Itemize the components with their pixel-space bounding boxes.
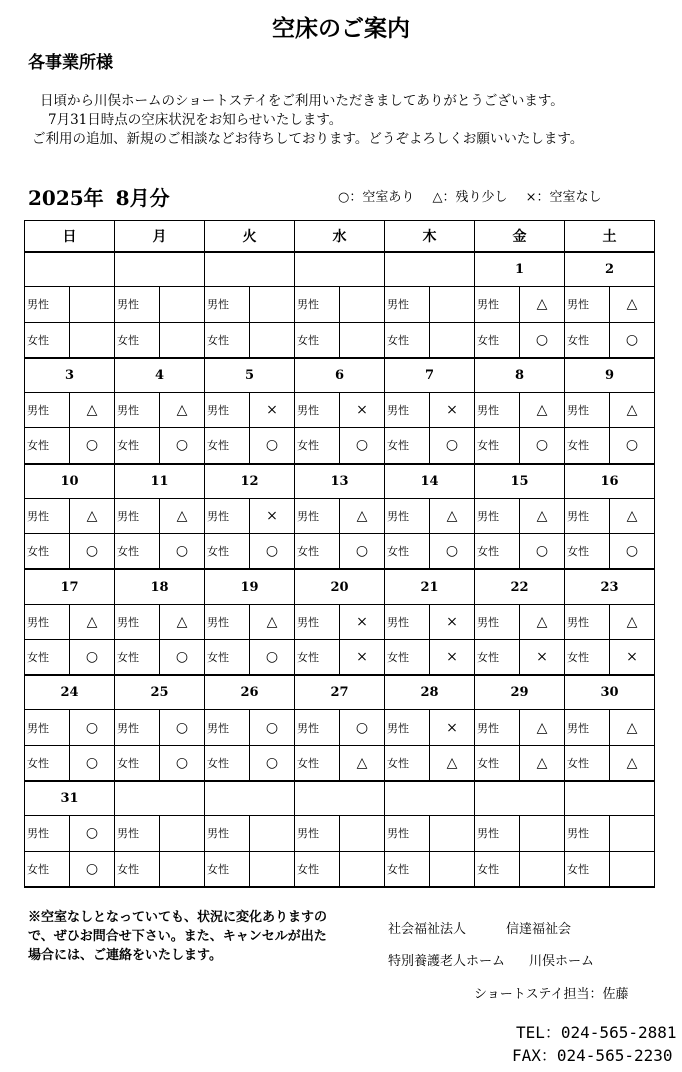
male-availability-mark: ○: [250, 710, 295, 745]
female-availability-mark: △: [520, 745, 565, 781]
male-label: 男性: [295, 393, 340, 428]
female-label: 女性: [295, 428, 340, 464]
female-availability-mark: ○: [70, 639, 115, 675]
female-availability-mark: ○: [610, 322, 655, 358]
male-availability-mark: △: [610, 498, 655, 533]
male-label: 男性: [475, 287, 520, 322]
male-availability-mark: [610, 816, 655, 851]
male-label: 男性: [385, 498, 430, 533]
female-status-row: [25, 745, 655, 781]
male-availability-mark: △: [70, 393, 115, 428]
day-number: 23: [565, 569, 655, 604]
female-label: 女性: [565, 745, 610, 781]
weekday-mon: 月: [115, 221, 205, 253]
female-availability-mark: △: [430, 745, 475, 781]
female-availability-mark: [250, 851, 295, 887]
male-label: 男性: [115, 287, 160, 322]
male-availability-mark: [520, 816, 565, 851]
female-label: 女性: [25, 428, 70, 464]
day-number: [385, 781, 475, 816]
female-availability-mark: ○: [430, 428, 475, 464]
male-availability-mark: △: [520, 498, 565, 533]
day-number: 8: [475, 358, 565, 393]
male-label: 男性: [205, 816, 250, 851]
tel-number: TEL：024-565-2881: [516, 1023, 677, 1042]
female-availability-mark: ○: [70, 851, 115, 887]
female-availability-mark: ○: [610, 428, 655, 464]
female-availability-mark: ○: [160, 745, 205, 781]
male-availability-mark: △: [160, 393, 205, 428]
day-number: 19: [205, 569, 295, 604]
male-availability-mark: [430, 287, 475, 322]
male-availability-mark: ×: [250, 393, 295, 428]
female-status-row: [25, 851, 655, 887]
fax-number: FAX：024-565-2230: [512, 1046, 673, 1065]
female-label: 女性: [25, 745, 70, 781]
female-availability-mark: ×: [340, 639, 385, 675]
day-number: [115, 781, 205, 816]
male-label: 男性: [25, 816, 70, 851]
day-number: 12: [205, 464, 295, 499]
female-label: 女性: [475, 851, 520, 887]
week-day-row: [25, 781, 655, 816]
female-label: 女性: [565, 428, 610, 464]
day-number: 2: [565, 252, 655, 287]
female-availability-mark: [340, 851, 385, 887]
male-availability-mark: △: [340, 498, 385, 533]
day-number: [25, 252, 115, 287]
org-facility: [388, 950, 594, 969]
male-availability-mark: △: [520, 393, 565, 428]
male-availability-mark: [160, 287, 205, 322]
female-availability-mark: [160, 851, 205, 887]
day-number: 26: [205, 675, 295, 710]
female-status-row: [25, 534, 655, 570]
female-label: 女性: [205, 851, 250, 887]
female-availability-mark: ○: [160, 428, 205, 464]
day-number: [295, 781, 385, 816]
female-label: 女性: [205, 745, 250, 781]
contact-person: ショートステイ担当：佐藤: [474, 987, 629, 1002]
male-availability-mark: △: [250, 604, 295, 639]
female-label: 女性: [385, 745, 430, 781]
female-status-row: [25, 322, 655, 358]
male-availability-mark: ×: [430, 604, 475, 639]
male-availability-mark: △: [430, 498, 475, 533]
male-label: 男性: [385, 710, 430, 745]
intro-text: [28, 92, 583, 149]
male-availability-mark: ×: [340, 393, 385, 428]
male-label: 男性: [25, 498, 70, 533]
legend-available: ○：空室あり: [338, 190, 415, 205]
day-number: 28: [385, 675, 475, 710]
org-corp-name: 信達福祉会: [506, 922, 572, 937]
female-label: 女性: [385, 428, 430, 464]
day-number: 1: [475, 252, 565, 287]
female-availability-mark: ○: [70, 428, 115, 464]
female-label: 女性: [25, 534, 70, 570]
week-day-row: [25, 252, 655, 287]
female-availability-mark: ○: [610, 534, 655, 570]
male-label: 男性: [25, 287, 70, 322]
legend: [338, 186, 616, 205]
legend-none: ×：空室なし: [525, 190, 602, 205]
week-day-row: [25, 675, 655, 710]
male-label: 男性: [295, 710, 340, 745]
day-number: 27: [295, 675, 385, 710]
day-number: 18: [115, 569, 205, 604]
male-label: 男性: [385, 393, 430, 428]
female-availability-mark: ○: [160, 639, 205, 675]
male-label: 男性: [295, 816, 340, 851]
female-label: 女性: [115, 322, 160, 358]
male-availability-mark: △: [610, 393, 655, 428]
female-availability-mark: [610, 851, 655, 887]
day-number: 22: [475, 569, 565, 604]
female-label: 女性: [295, 745, 340, 781]
weekday-sat: 土: [565, 221, 655, 253]
day-number: 9: [565, 358, 655, 393]
day-number: 6: [295, 358, 385, 393]
female-label: 女性: [385, 851, 430, 887]
female-availability-mark: ○: [340, 534, 385, 570]
male-label: 男性: [385, 287, 430, 322]
female-availability-mark: △: [610, 745, 655, 781]
week-day-row: [25, 569, 655, 604]
male-availability-mark: △: [520, 287, 565, 322]
female-availability-mark: △: [340, 745, 385, 781]
female-availability-mark: ○: [520, 322, 565, 358]
female-availability-mark: [520, 851, 565, 887]
male-label: 男性: [475, 710, 520, 745]
male-label: 男性: [295, 287, 340, 322]
female-status-row: [25, 639, 655, 675]
female-label: 女性: [205, 428, 250, 464]
male-label: 男性: [205, 498, 250, 533]
male-label: 男性: [115, 816, 160, 851]
legend-few: △：残り少し: [432, 190, 508, 205]
org-corp-type: 社会福祉法人: [388, 922, 467, 937]
female-label: 女性: [475, 745, 520, 781]
female-label: 女性: [565, 534, 610, 570]
male-label: 男性: [475, 816, 520, 851]
day-number: 20: [295, 569, 385, 604]
day-number: [205, 781, 295, 816]
day-number: 3: [25, 358, 115, 393]
female-label: 女性: [115, 639, 160, 675]
female-label: 女性: [475, 534, 520, 570]
male-label: 男性: [295, 498, 340, 533]
male-availability-mark: [250, 287, 295, 322]
female-label: 女性: [205, 322, 250, 358]
male-availability-mark: [430, 816, 475, 851]
female-label: 女性: [25, 322, 70, 358]
female-label: 女性: [25, 851, 70, 887]
day-number: 24: [25, 675, 115, 710]
male-availability-mark: ○: [160, 710, 205, 745]
male-label: 男性: [115, 393, 160, 428]
male-availability-mark: ○: [70, 816, 115, 851]
female-label: 女性: [385, 639, 430, 675]
day-number: [115, 252, 205, 287]
female-availability-mark: ○: [250, 534, 295, 570]
female-label: 女性: [295, 639, 340, 675]
note-text: ※空室なしとなっていても、状況に変化ありますので、ぜひお問合せ下さい。また、キャンセルが出た場合には、ご連絡をいたします。: [28, 910, 328, 963]
female-availability-mark: ○: [340, 428, 385, 464]
day-number: 11: [115, 464, 205, 499]
male-label: 男性: [565, 393, 610, 428]
availability-calendar: [24, 220, 655, 888]
male-availability-mark: [70, 287, 115, 322]
week-day-row: [25, 358, 655, 393]
male-availability-mark: △: [610, 604, 655, 639]
female-availability-mark: ○: [250, 428, 295, 464]
female-label: 女性: [295, 851, 340, 887]
male-status-row: [25, 393, 655, 428]
day-number: [295, 252, 385, 287]
intro-line-3: ご利用の追加、新規のご相談などお待ちしております。どうぞよろしくお願いいたします。: [32, 131, 584, 147]
female-availability-mark: ○: [70, 745, 115, 781]
male-label: 男性: [565, 816, 610, 851]
day-number: [475, 781, 565, 816]
male-status-row: [25, 604, 655, 639]
male-label: 男性: [205, 393, 250, 428]
org-facility-name: 川俣ホーム: [529, 954, 595, 969]
female-availability-mark: ×: [430, 639, 475, 675]
male-label: 男性: [25, 710, 70, 745]
week-day-row: [25, 464, 655, 499]
day-number: 5: [205, 358, 295, 393]
day-number: 4: [115, 358, 205, 393]
male-availability-mark: ×: [430, 393, 475, 428]
page-title: 空床のご案内: [272, 15, 410, 42]
day-number: 29: [475, 675, 565, 710]
male-label: 男性: [25, 393, 70, 428]
male-label: 男性: [565, 710, 610, 745]
day-number: 7: [385, 358, 475, 393]
day-number: [205, 252, 295, 287]
female-label: 女性: [475, 428, 520, 464]
female-availability-mark: ○: [520, 534, 565, 570]
female-status-row: [25, 428, 655, 464]
day-number: 13: [295, 464, 385, 499]
male-availability-mark: △: [70, 604, 115, 639]
male-availability-mark: ×: [250, 498, 295, 533]
female-label: 女性: [115, 745, 160, 781]
male-label: 男性: [205, 710, 250, 745]
male-label: 男性: [565, 498, 610, 533]
female-label: 女性: [385, 534, 430, 570]
weekday-fri: 金: [475, 221, 565, 253]
org-facility-type: 特別養護老人ホーム: [388, 954, 506, 969]
female-label: 女性: [205, 639, 250, 675]
male-availability-mark: ○: [340, 710, 385, 745]
female-label: 女性: [565, 639, 610, 675]
female-availability-mark: ○: [520, 428, 565, 464]
male-availability-mark: ×: [340, 604, 385, 639]
day-number: 31: [25, 781, 115, 816]
female-availability-mark: [430, 322, 475, 358]
female-availability-mark: ○: [160, 534, 205, 570]
male-availability-mark: △: [520, 710, 565, 745]
male-availability-mark: [340, 816, 385, 851]
male-status-row: [25, 287, 655, 322]
female-availability-mark: ○: [430, 534, 475, 570]
female-label: 女性: [475, 639, 520, 675]
male-availability-mark: △: [160, 604, 205, 639]
day-number: 17: [25, 569, 115, 604]
female-availability-mark: ×: [520, 639, 565, 675]
day-number: 16: [565, 464, 655, 499]
male-label: 男性: [565, 604, 610, 639]
female-label: 女性: [475, 322, 520, 358]
male-label: 男性: [25, 604, 70, 639]
male-status-row: [25, 816, 655, 851]
male-label: 男性: [295, 604, 340, 639]
male-availability-mark: △: [520, 604, 565, 639]
day-number: [565, 781, 655, 816]
male-label: 男性: [385, 604, 430, 639]
female-label: 女性: [205, 534, 250, 570]
day-number: 21: [385, 569, 475, 604]
male-availability-mark: ×: [430, 710, 475, 745]
month-year: 2025年: [28, 186, 104, 210]
male-label: 男性: [475, 498, 520, 533]
female-label: 女性: [565, 322, 610, 358]
male-availability-mark: [340, 287, 385, 322]
female-availability-mark: [160, 322, 205, 358]
female-label: 女性: [25, 639, 70, 675]
female-label: 女性: [295, 322, 340, 358]
female-label: 女性: [115, 851, 160, 887]
male-status-row: [25, 498, 655, 533]
female-availability-mark: ×: [610, 639, 655, 675]
female-availability-mark: ○: [250, 745, 295, 781]
male-label: 男性: [385, 816, 430, 851]
female-label: 女性: [115, 428, 160, 464]
weekday-wed: 水: [295, 221, 385, 253]
day-number: 14: [385, 464, 475, 499]
addressee: 各事業所様: [28, 53, 113, 73]
male-label: 男性: [565, 287, 610, 322]
male-availability-mark: [160, 816, 205, 851]
month-month: 8月分: [115, 186, 170, 210]
day-number: 25: [115, 675, 205, 710]
org-corporation: [388, 918, 571, 937]
male-availability-mark: [250, 816, 295, 851]
female-label: 女性: [115, 534, 160, 570]
male-availability-mark: △: [70, 498, 115, 533]
male-label: 男性: [115, 604, 160, 639]
male-availability-mark: ○: [70, 710, 115, 745]
male-availability-mark: △: [610, 287, 655, 322]
male-label: 男性: [115, 498, 160, 533]
weekday-tue: 火: [205, 221, 295, 253]
female-availability-mark: [340, 322, 385, 358]
female-label: 女性: [295, 534, 340, 570]
female-availability-mark: [70, 322, 115, 358]
day-number: 15: [475, 464, 565, 499]
female-availability-mark: ○: [70, 534, 115, 570]
male-label: 男性: [115, 710, 160, 745]
male-availability-mark: △: [160, 498, 205, 533]
day-number: 10: [25, 464, 115, 499]
weekday-thu: 木: [385, 221, 475, 253]
month-heading: [28, 182, 170, 211]
female-availability-mark: [430, 851, 475, 887]
female-label: 女性: [565, 851, 610, 887]
male-label: 男性: [475, 604, 520, 639]
intro-line-2: 7月31日時点の空床状況をお知らせいたします。: [48, 112, 343, 128]
female-availability-mark: [250, 322, 295, 358]
weekday-header-row: [25, 221, 655, 253]
intro-line-1: 日頃から川俣ホームのショートステイをご利用いただきましてありがとうございます。: [40, 93, 564, 109]
male-status-row: [25, 710, 655, 745]
male-label: 男性: [205, 604, 250, 639]
male-label: 男性: [205, 287, 250, 322]
male-label: 男性: [475, 393, 520, 428]
day-number: [385, 252, 475, 287]
male-availability-mark: △: [610, 710, 655, 745]
day-number: 30: [565, 675, 655, 710]
female-availability-mark: ○: [250, 639, 295, 675]
female-label: 女性: [385, 322, 430, 358]
weekday-sun: 日: [25, 221, 115, 253]
